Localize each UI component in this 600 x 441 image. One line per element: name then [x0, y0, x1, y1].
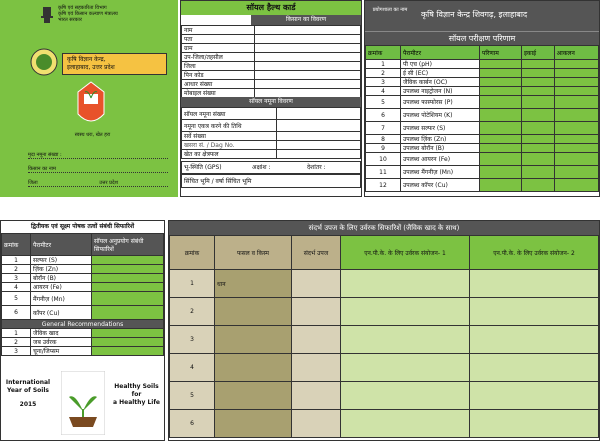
results-n: 2	[366, 69, 401, 78]
col-header: क्रमांक	[366, 46, 401, 60]
secondary-param: सल्फर (S)	[31, 256, 92, 265]
sample-rows	[181, 107, 361, 159]
fertilizer-table-wrap	[169, 235, 599, 438]
results-param: उपलब्ध मैंगनीज़ (Mn)	[401, 166, 480, 179]
healthy-line1: Healthy Soils	[114, 383, 159, 390]
results-n: 10	[366, 153, 401, 166]
results-assess[interactable]	[554, 87, 598, 96]
secondary-param: ज़िंक (Zn)	[31, 265, 92, 274]
results-panel	[364, 0, 600, 197]
fert-yield[interactable]	[292, 382, 341, 410]
sample-row-value[interactable]	[277, 141, 361, 150]
secondary-rec[interactable]	[92, 283, 164, 292]
col-header: क्रमांक	[170, 236, 215, 270]
results-unit[interactable]	[521, 122, 554, 135]
secondary-table	[1, 233, 164, 356]
results-value[interactable]	[480, 166, 522, 179]
fert-crop[interactable]: धान	[215, 270, 292, 298]
results-unit[interactable]	[521, 179, 554, 192]
secondary-rec[interactable]	[92, 265, 164, 274]
kvk-name: कृषि विज्ञान केन्द्र,	[67, 56, 106, 63]
fert-combo2[interactable]	[470, 270, 599, 298]
general-rec[interactable]	[92, 347, 164, 356]
fert-yield[interactable]	[292, 354, 341, 382]
results-unit[interactable]	[521, 109, 554, 122]
results-value[interactable]	[480, 153, 522, 166]
kvk-name-box	[62, 53, 167, 75]
results-n: 9	[366, 144, 401, 153]
fert-combo1[interactable]	[341, 354, 470, 382]
results-n: 3	[366, 78, 401, 87]
farmer-row-value[interactable]	[255, 80, 361, 89]
col-header: इकाई	[521, 46, 554, 60]
farmer-row-value[interactable]	[255, 44, 361, 53]
secondary-rec[interactable]	[92, 306, 164, 320]
sample-row-label: खसरा सं. / Dag No.	[182, 141, 277, 150]
secondary-n: 5	[2, 292, 31, 306]
results-assess[interactable]	[554, 179, 598, 192]
general-param: चूना/जिप्सम	[31, 347, 92, 356]
kvk-logo-icon	[30, 48, 58, 76]
results-value[interactable]	[480, 135, 522, 144]
sample-row-value[interactable]	[277, 120, 361, 132]
results-value[interactable]	[480, 122, 522, 135]
results-assess[interactable]	[554, 96, 598, 109]
sample-table	[181, 107, 361, 159]
results-unit[interactable]	[521, 60, 554, 69]
sample-row-label: नमूना एकत्र करने की तिथि	[182, 120, 277, 132]
secondary-n: 4	[2, 283, 31, 292]
card-title: सॉयल हैल्थ कार्ड	[181, 1, 361, 15]
results-value[interactable]	[480, 96, 522, 109]
farmer-row-label: नाम	[182, 26, 255, 35]
fert-crop[interactable]	[215, 298, 292, 326]
results-param: उपलब्ध कॉपर (Cu)	[401, 179, 480, 192]
fert-n: 3	[170, 326, 215, 354]
results-unit[interactable]	[521, 153, 554, 166]
general-param: जैविक खाद	[31, 329, 92, 338]
results-param: उपलब्ध बोरॉन (B)	[401, 144, 480, 153]
col-header: क्रमांक	[2, 234, 31, 256]
results-value[interactable]	[480, 78, 522, 87]
col-header: एन.पी.के. के लिए उर्वरक संयोजन- 1	[341, 236, 470, 270]
col-header: परिणाम	[480, 46, 522, 60]
healthy-line2: for	[131, 391, 142, 398]
fert-combo2[interactable]	[470, 298, 599, 326]
secondary-rec[interactable]	[92, 274, 164, 283]
govt-line: कृषि एवं सहकारिता विभाग	[58, 5, 107, 11]
gps-row	[181, 161, 361, 174]
results-param: जैविक कार्बन (OC)	[401, 78, 480, 87]
fert-n: 6	[170, 410, 215, 438]
general-n: 1	[2, 329, 31, 338]
fert-yield[interactable]	[292, 410, 341, 438]
kvk-place: इलाहाबाद, उत्तर प्रदेश	[67, 64, 115, 71]
col-header: संदर्भ उपज	[292, 236, 341, 270]
irrigation-label: सिंचित भूमि / वर्षा सिंचित भूमि	[184, 178, 252, 185]
fert-crop[interactable]	[215, 410, 292, 438]
secondary-rec[interactable]	[92, 292, 164, 306]
results-param: उपलब्ध सल्फर (S)	[401, 122, 480, 135]
farmer-rows	[181, 25, 361, 98]
iys-text	[3, 379, 53, 409]
govt-emblem-icon	[40, 6, 54, 24]
fert-combo1[interactable]	[341, 270, 470, 298]
secondary-param: बोरॉन (B)	[31, 274, 92, 283]
fert-crop[interactable]	[215, 382, 292, 410]
sample-row-value[interactable]	[277, 150, 361, 159]
secondary-param: कॉपर (Cu)	[31, 306, 92, 320]
fert-n: 2	[170, 298, 215, 326]
iys-year: 2015	[19, 401, 37, 408]
results-value[interactable]	[480, 179, 522, 192]
farmer-row-value[interactable]	[255, 53, 361, 62]
results-assess[interactable]	[554, 122, 598, 135]
col-header: सॉयल अनुप्रयोग संबंधी सिफारिशें	[92, 234, 164, 256]
secondary-n: 3	[2, 274, 31, 283]
fert-combo2[interactable]	[470, 382, 599, 410]
cover-field-label: मृदा नमूना संख्या :	[28, 152, 62, 158]
farmer-row-label: जिला	[182, 62, 255, 71]
fert-combo1[interactable]	[341, 382, 470, 410]
results-assess[interactable]	[554, 69, 598, 78]
results-n: 6	[366, 109, 401, 122]
secondary-n: 2	[2, 265, 31, 274]
results-param: उपलब्ध आयरन (Fe)	[401, 153, 480, 166]
fert-yield[interactable]	[292, 326, 341, 354]
results-table	[365, 45, 599, 192]
results-n: 4	[366, 87, 401, 96]
farmer-section-title: किसान का विवरण	[251, 15, 361, 25]
soil-card-emblem-icon	[76, 80, 106, 130]
health-card-panel	[180, 0, 362, 197]
results-n: 7	[366, 122, 401, 135]
results-param: उपलब्ध फास्फोरस (P)	[401, 96, 480, 109]
fert-combo2[interactable]	[470, 326, 599, 354]
healthy-text	[109, 383, 164, 407]
results-value[interactable]	[480, 109, 522, 122]
farmer-row-value[interactable]	[255, 35, 361, 44]
cover-field-label: जिला	[28, 180, 38, 186]
iys-line2: Year of Soils	[7, 387, 49, 394]
fert-yield[interactable]	[292, 298, 341, 326]
col-header: पैरामीटर	[401, 46, 480, 60]
results-assess[interactable]	[554, 78, 598, 87]
secondary-n: 6	[2, 306, 31, 320]
farmer-row-label: आधार संख्या	[182, 80, 255, 89]
sample-row-value[interactable]	[277, 132, 361, 141]
results-value[interactable]	[480, 144, 522, 153]
results-param: उपलब्ध नाइट्रोजन (N)	[401, 87, 480, 96]
results-assess[interactable]	[554, 135, 598, 144]
results-assess[interactable]	[554, 144, 598, 153]
fert-n: 5	[170, 382, 215, 410]
gps-label: भू-स्थिति (GPS)	[184, 164, 222, 171]
col-header: एन.पी.के. के लिए उर्वरक संयोजन- 2	[470, 236, 599, 270]
secondary-table-wrap	[1, 233, 164, 356]
results-assess[interactable]	[554, 109, 598, 122]
results-assess[interactable]	[554, 153, 598, 166]
farmer-row-value[interactable]	[255, 26, 361, 35]
results-value[interactable]	[480, 87, 522, 96]
fert-combo2[interactable]	[470, 410, 599, 438]
lab-name: कृषि विज्ञान केन्द्र शिवगढ़, इलाहाबाद	[415, 1, 599, 31]
general-n: 3	[2, 347, 31, 356]
results-n: 11	[366, 166, 401, 179]
lat-label: अक्षांश :	[252, 164, 271, 171]
secondary-rec[interactable]	[92, 256, 164, 265]
results-n: 8	[366, 135, 401, 144]
farmer-row-value[interactable]	[255, 71, 361, 80]
sample-row-label: सॉयल नमूना संख्या	[182, 108, 277, 120]
results-n: 5	[366, 96, 401, 109]
fert-yield[interactable]	[292, 270, 341, 298]
results-unit[interactable]	[521, 144, 554, 153]
col-header: फसल व किस्म	[215, 236, 292, 270]
results-n: 1	[366, 60, 401, 69]
results-param: ई सी (EC)	[401, 69, 480, 78]
results-param: पी एच (pH)	[401, 60, 480, 69]
results-n: 12	[366, 179, 401, 192]
sample-row-label: सर्वे संख्या	[182, 132, 277, 141]
sample-row-value[interactable]	[277, 108, 361, 120]
fertilizer-panel	[168, 220, 600, 441]
farmer-row-label: मोबाइल संख्या	[182, 89, 255, 98]
fert-combo1[interactable]	[341, 410, 470, 438]
farmer-row-label: पता	[182, 35, 255, 44]
col-header: पैरामीटर	[31, 234, 92, 256]
results-unit[interactable]	[521, 135, 554, 144]
govt-lines	[58, 5, 173, 23]
cover-panel	[0, 0, 178, 197]
secondary-title: द्वितीयक एवं सूक्ष्म पोषक तत्वों संबंधी सिफारिशें	[30, 223, 135, 230]
emblem-caption: स्वस्थ धरा, खेत हरा	[74, 132, 111, 138]
cover-field-farmer	[28, 166, 168, 173]
long-label: देशांतर :	[307, 164, 326, 171]
general-n: 2	[2, 338, 31, 347]
cover-field-extra: उत्तर प्रदेश	[99, 180, 119, 186]
secondary-panel	[0, 220, 165, 441]
farmer-row-value[interactable]	[255, 62, 361, 71]
results-unit[interactable]	[521, 69, 554, 78]
farmer-table	[181, 25, 361, 98]
general-param: जब उर्वरक	[31, 338, 92, 347]
results-assess[interactable]	[554, 60, 598, 69]
results-value[interactable]	[480, 60, 522, 69]
fert-combo2[interactable]	[470, 354, 599, 382]
irrigation-row	[181, 174, 361, 188]
col-header: आकलन	[554, 46, 598, 60]
iys-line1: International	[5, 379, 51, 386]
healthy-line3: a Healthy Life	[112, 399, 161, 406]
cover-field-district	[28, 180, 168, 187]
secondary-param: आयरन (Fe)	[31, 283, 92, 292]
farmer-row-label: पिन कोड	[182, 71, 255, 80]
general-title: General Recommendations	[2, 320, 164, 329]
secondary-param: मैंगनीज़ (Mn)	[31, 292, 92, 306]
general-rec[interactable]	[92, 338, 164, 347]
sample-section-title: सॉयल नमूना विवरण	[181, 97, 361, 107]
fert-crop[interactable]	[215, 354, 292, 382]
fert-n: 4	[170, 354, 215, 382]
results-param: उपलब्ध ज़िंक (Zn)	[401, 135, 480, 144]
farmer-row-label: उप-जिला/तहसील	[182, 53, 255, 62]
secondary-n: 1	[2, 256, 31, 265]
lab-label: प्रयोगशाला का नाम	[365, 1, 415, 31]
results-title: सॉयल परीक्षण परिणाम	[365, 31, 599, 45]
govt-line: भारत सरकार	[58, 17, 82, 23]
fert-n: 1	[170, 270, 215, 298]
fert-crop[interactable]	[215, 326, 292, 354]
fertilizer-table	[169, 235, 599, 438]
results-param: उपलब्ध पोटेशियम (K)	[401, 109, 480, 122]
farmer-row-label: ग्राम	[182, 44, 255, 53]
results-unit[interactable]	[521, 87, 554, 96]
results-assess[interactable]	[554, 166, 598, 179]
soil-plant-logo-icon	[61, 371, 105, 435]
sample-row-label: खेत का क्षेत्रफल	[182, 150, 277, 159]
results-value[interactable]	[480, 69, 522, 78]
results-unit[interactable]	[521, 96, 554, 109]
general-rec[interactable]	[92, 329, 164, 338]
fertilizer-title: संदर्भ उपज के लिए उर्वरक सिफारिशें (जैविक खाद के साथ)	[169, 221, 599, 235]
fert-combo1[interactable]	[341, 298, 470, 326]
results-unit[interactable]	[521, 166, 554, 179]
cover-field-sample	[28, 152, 168, 159]
govt-line: कृषि एवं किसान कल्याण मंत्रालय	[58, 11, 118, 17]
results-unit[interactable]	[521, 78, 554, 87]
cover-field-label: किसान का नाम	[28, 166, 56, 172]
results-table-wrap	[365, 45, 599, 192]
fert-combo1[interactable]	[341, 326, 470, 354]
